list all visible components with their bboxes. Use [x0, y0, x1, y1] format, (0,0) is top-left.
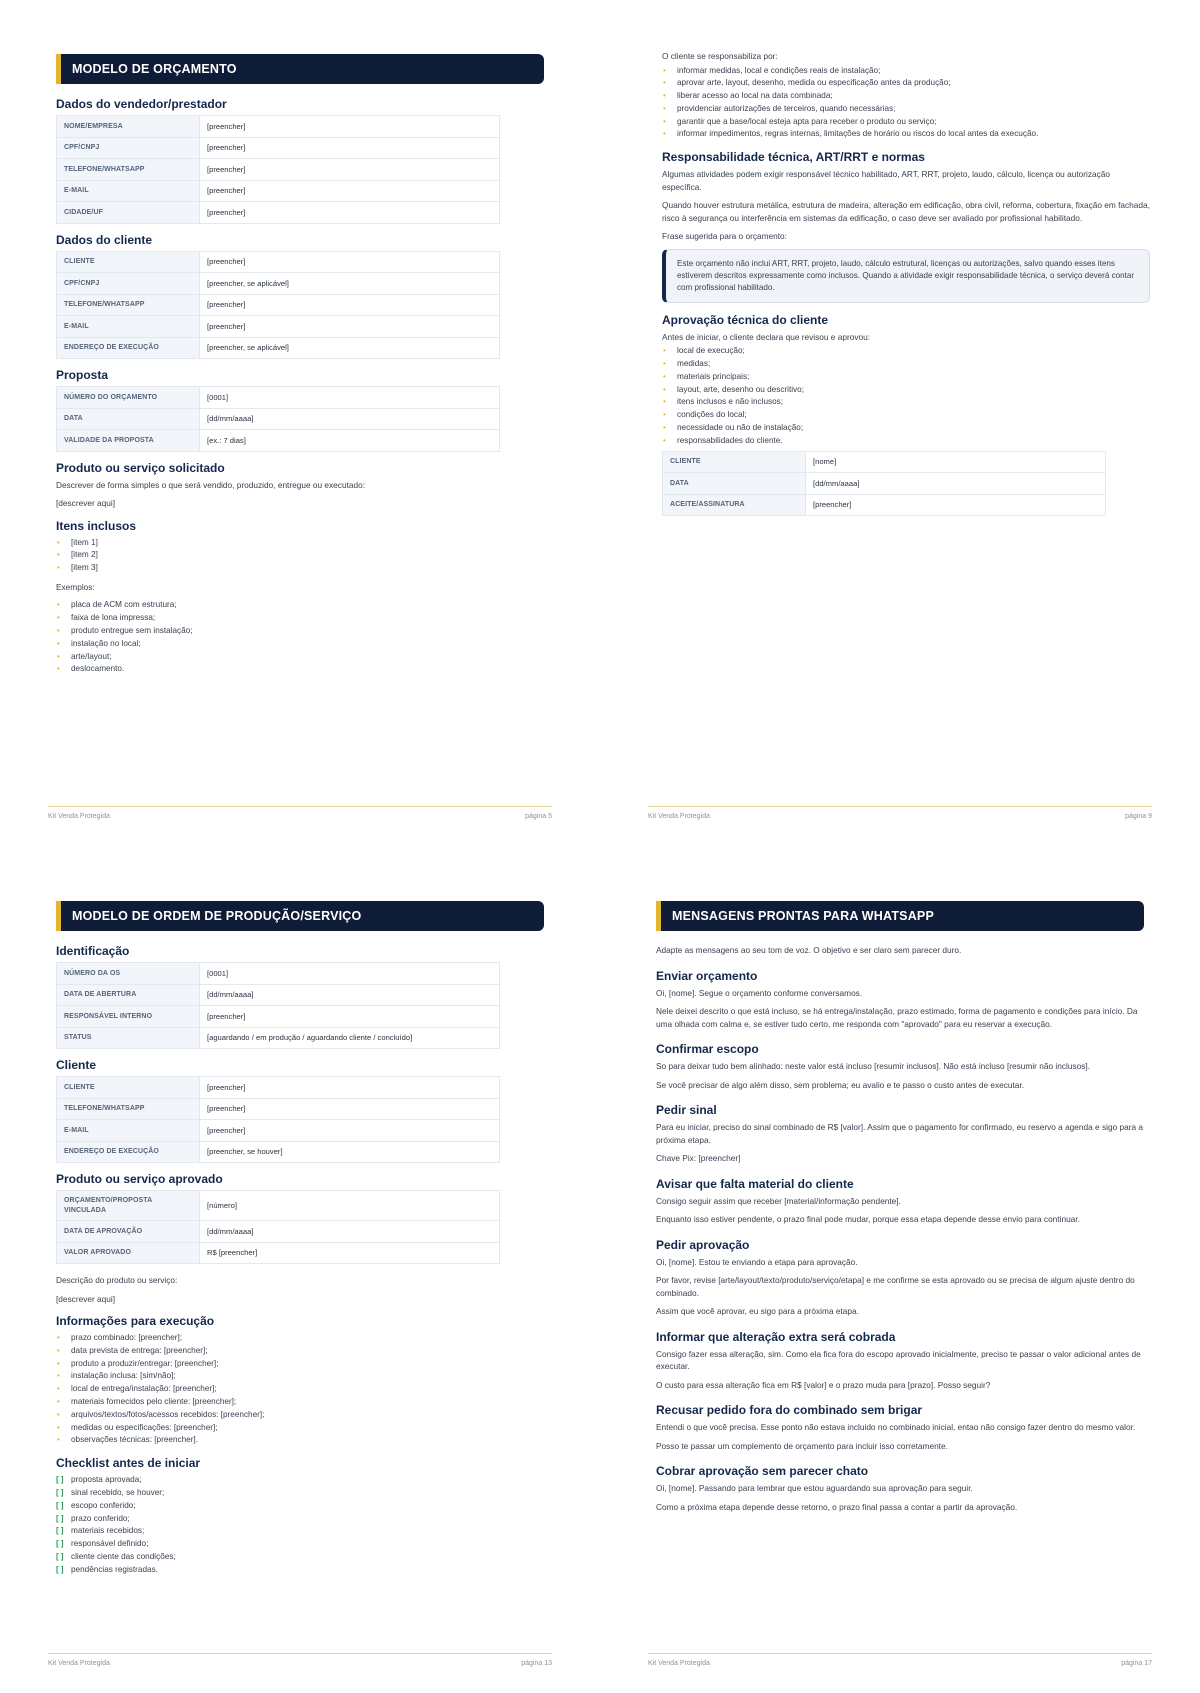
- section-title-tecnica: Responsabilidade técnica, ART/RRT e normas: [662, 150, 925, 165]
- checkbox-icon: [ ]: [56, 1500, 64, 1510]
- footer-label: Kit Venda Protegida: [48, 813, 110, 820]
- proposta-table: [56, 386, 500, 452]
- document-page-13: [0, 847, 600, 1693]
- exemplos-list: [56, 599, 544, 676]
- message-section-title: Enviar orçamento: [656, 968, 758, 983]
- table-row: [57, 116, 500, 138]
- table-row: [57, 337, 500, 359]
- checkbox-icon: [ ]: [56, 1564, 64, 1574]
- field-value: [dd/mm/aaaa]: [200, 408, 500, 430]
- field-value: [0001]: [200, 963, 500, 985]
- identificacao-table: [56, 962, 500, 1049]
- table-row: [57, 408, 500, 430]
- checklist-item-label: cliente ciente das condições;: [71, 1551, 176, 1561]
- section-title-itens: Itens inclusos: [56, 518, 137, 533]
- section-title-execucao: Informações para execução: [56, 1314, 215, 1328]
- produto-placeholder: [descrever aqui]: [56, 498, 116, 508]
- field-value: [dd/mm/aaaa]: [806, 473, 1106, 495]
- list-item: • materiais fornecidos pelo cliente: [preencher];: [56, 1396, 544, 1409]
- checklist-item: [56, 1500, 544, 1513]
- message-paragraph: Por favor, revise [arte/layout/texto/produto/serviço/etapa] e me confirme se esta aprovado ou se precisa de algum ajuste dentro do combinado.: [656, 1275, 1135, 1298]
- responsabilidades-list: [662, 65, 1150, 142]
- descricao-placeholder: [descrever aqui]: [56, 1293, 116, 1304]
- page-content: [656, 901, 1144, 1519]
- table-row: [57, 387, 500, 409]
- checklist-item: [56, 1525, 544, 1538]
- field-label: VALIDADE DA PROPOSTA: [57, 430, 200, 452]
- list-item: • deslocamento.: [56, 663, 544, 676]
- table-row: [57, 1120, 500, 1142]
- table-row: [57, 180, 500, 202]
- message-paragraph: Assim que você aprovar, eu sigo para a próxima etapa.: [656, 1306, 859, 1316]
- list-item: • instalação no local;: [56, 638, 544, 651]
- list-item: • produto a produzir/entregar: [preencher];: [56, 1358, 544, 1371]
- aprovacao-list: [662, 345, 1150, 447]
- list-item: • faixa de lona impressa;: [56, 612, 544, 625]
- page-content: [56, 54, 544, 682]
- table-row: [57, 984, 500, 1006]
- section-title-proposta: Proposta: [56, 368, 109, 382]
- suggested-phrase-callout: [662, 249, 1150, 303]
- field-label: NÚMERO DO ORÇAMENTO: [57, 387, 200, 409]
- field-value: [preencher]: [200, 116, 500, 138]
- field-label: TELEFONE/WHATSAPP: [57, 294, 200, 316]
- section-title-checklist: Checklist antes de iniciar: [56, 1456, 201, 1471]
- list-item: • placa de ACM com estrutura;: [56, 599, 544, 612]
- section-title-identificacao: Identificação: [56, 944, 130, 958]
- section-title-cliente: Cliente: [56, 1058, 97, 1072]
- field-label: NOME/EMPRESA: [57, 116, 200, 138]
- field-label: DATA: [57, 408, 200, 430]
- footer-label: Kit Venda Protegida: [648, 1660, 710, 1667]
- table-row: [57, 963, 500, 985]
- field-value: [preencher]: [200, 159, 500, 181]
- checklist-item-label: responsável definido;: [71, 1539, 149, 1549]
- checkbox-icon: [ ]: [56, 1487, 64, 1497]
- section-banner: MODELO DE ORÇAMENTO: [56, 54, 544, 84]
- message-section-title: Pedir sinal: [656, 1103, 717, 1117]
- exemplos-label: Exemplos:: [56, 581, 95, 592]
- list-item: • [item 3]: [56, 562, 544, 575]
- page-number: página 9: [1125, 813, 1152, 820]
- table-row: [57, 273, 500, 295]
- table-row: [57, 1006, 500, 1028]
- list-item: • materiais principais;: [662, 371, 1150, 384]
- field-value: [preencher, se houver]: [200, 1141, 500, 1163]
- field-value: [preencher, se aplicável]: [200, 337, 500, 359]
- field-label: CLIENTE: [663, 451, 806, 473]
- message-paragraph: Como a próxima etapa depende desse retorno, o prazo final passa a contar a partir da aprovação.: [656, 1501, 1018, 1512]
- section-banner: MODELO DE ORDEM DE PRODUÇÃO/SERVIÇO: [56, 901, 544, 931]
- list-item: • prazo combinado: [preencher];: [56, 1332, 544, 1345]
- field-value: [preencher]: [806, 494, 1106, 516]
- page-footer: [648, 806, 1152, 820]
- field-label: ENDEREÇO DE EXECUÇÃO: [57, 1141, 200, 1163]
- field-value: [preencher]: [200, 251, 500, 273]
- message-paragraph: Se você precisar de algo além disso, sem problema; eu avalio e te passo o custo antes de executar.: [656, 1079, 1025, 1090]
- checkbox-icon: [ ]: [56, 1539, 64, 1549]
- field-value: [0001]: [200, 387, 500, 409]
- table-row: [57, 1191, 500, 1221]
- field-label: DATA: [663, 473, 806, 495]
- message-sections: [656, 969, 1144, 1514]
- field-label: RESPONSÁVEL INTERNO: [57, 1006, 200, 1028]
- list-item: • itens inclusos e não inclusos;: [662, 396, 1150, 409]
- field-label: VALOR APROVADO: [57, 1242, 200, 1264]
- message-paragraph: O custo para essa alteração fica em R$ [valor] e o prazo muda para [prazo]. Posso seguir?: [656, 1379, 991, 1390]
- field-label: E-MAIL: [57, 316, 200, 338]
- checkbox-icon: [ ]: [56, 1551, 64, 1561]
- list-item: • [item 2]: [56, 549, 544, 562]
- section-title-cliente: Dados do cliente: [56, 232, 153, 247]
- message-paragraph: Para eu iniciar, preciso do sinal combinado de R$ [valor]. Assim que o pagamento for confirmado, eu reservo a agenda e sigo para a próxima etapa.: [656, 1122, 1144, 1145]
- itens-list: [56, 537, 544, 575]
- page-footer: [648, 1653, 1152, 1667]
- table-row: [57, 1077, 500, 1099]
- field-value: [preencher]: [200, 1098, 500, 1120]
- field-label: ENDEREÇO DE EXECUÇÃO: [57, 337, 200, 359]
- section-title-aprovacao: Aprovação técnica do cliente: [662, 312, 829, 327]
- descricao-label: Descrição do produto ou serviço:: [56, 1275, 178, 1285]
- execucao-list: [56, 1332, 544, 1447]
- list-item: • informar impedimentos, regras internas, limitações de horário ou riscos do local antes da execução.: [662, 128, 1150, 141]
- field-value: [preencher, se aplicável]: [200, 273, 500, 295]
- message-section-title: Cobrar aprovação sem parecer chato: [656, 1464, 869, 1478]
- page-footer: [48, 1653, 552, 1667]
- field-value: [preencher]: [200, 180, 500, 202]
- list-item: • layout, arte, desenho ou descritivo;: [662, 384, 1150, 397]
- aprovacao-intro: Antes de iniciar, o cliente declara que revisou e aprovou:: [662, 331, 871, 342]
- list-item: • arquivos/textos/fotos/acessos recebidos: [preencher];: [56, 1409, 544, 1422]
- field-value: [preencher]: [200, 1006, 500, 1028]
- table-row: [57, 1027, 500, 1049]
- page-number: página 5: [525, 813, 552, 820]
- field-label: TELEFONE/WHATSAPP: [57, 159, 200, 181]
- message-paragraph: Oi, [nome]. Passando para lembrar que estou aguardando sua aprovação para seguir.: [656, 1483, 973, 1493]
- field-label: CLIENTE: [57, 1077, 200, 1099]
- page-content: [662, 50, 1150, 520]
- footer-label: Kit Venda Protegida: [648, 813, 710, 820]
- message-section-title: Confirmar escopo: [656, 1042, 759, 1056]
- message-paragraph: Oi, [nome]. Segue o orçamento conforme conversamos.: [656, 987, 863, 998]
- responsabilidades-intro: O cliente se responsabiliza por:: [662, 51, 778, 61]
- checkbox-icon: [ ]: [56, 1475, 64, 1485]
- list-item: • observações técnicas: [preencher].: [56, 1434, 544, 1447]
- document-page-17: [600, 847, 1200, 1693]
- document-page-9: [600, 0, 1200, 846]
- checklist-item: [56, 1513, 544, 1526]
- message-paragraph: Nele deixei descrito o que está incluso, se há entrega/instalação, prazo estimado, forma de pagamento e condições para início. Da uma olhada com calma e, se estiver tudo certo, me responda com "aprovado" para eu reservar a execução.: [656, 1006, 1138, 1029]
- field-label: CIDADE/UF: [57, 202, 200, 224]
- list-item: • providenciar autorizações de terceiros, quando necessárias;: [662, 103, 1150, 116]
- page-number: página 13: [521, 1660, 552, 1667]
- field-value: [dd/mm/aaaa]: [200, 984, 500, 1006]
- table-row: [57, 1221, 500, 1243]
- mensagens-intro: Adapte as mensagens ao seu tom de voz. O objetivo e ser claro sem parecer duro.: [656, 945, 962, 955]
- list-item: • local de execução;: [662, 345, 1150, 358]
- list-item: • arte/layout;: [56, 651, 544, 664]
- message-section-title: Informar que alteração extra será cobrada: [656, 1329, 896, 1344]
- field-label: DATA DE ABERTURA: [57, 984, 200, 1006]
- cliente-table: [56, 251, 500, 360]
- list-item: • aprovar arte, layout, desenho, medida ou especificação antes da produção;: [662, 77, 1150, 90]
- checklist-item-label: escopo conferido;: [71, 1500, 136, 1510]
- checklist-item-label: proposta aprovada;: [71, 1475, 142, 1485]
- checklist-item: [56, 1474, 544, 1487]
- page-content: [56, 901, 544, 1583]
- table-row: [57, 159, 500, 181]
- checkbox-icon: [ ]: [56, 1526, 64, 1536]
- field-label: CLIENTE: [57, 251, 200, 273]
- page-number: página 17: [1121, 1660, 1152, 1667]
- field-label: E-MAIL: [57, 180, 200, 202]
- field-value: [preencher]: [200, 316, 500, 338]
- field-label: ORÇAMENTO/PROPOSTA VINCULADA: [57, 1191, 200, 1221]
- list-item: • liberar acesso ao local na data combinada;: [662, 90, 1150, 103]
- message-paragraph: Consigo seguir assim que receber [material/informação pendente].: [656, 1195, 901, 1206]
- checklist-item-label: materiais recebidos;: [71, 1526, 145, 1536]
- table-row: [57, 430, 500, 452]
- field-value: [aguardando / em produção / aguardando cliente / concluído]: [200, 1027, 500, 1049]
- footer-label: Kit Venda Protegida: [48, 1660, 110, 1667]
- message-paragraph: Enquanto isso estiver pendente, o prazo final pode mudar, porque essa etapa depende desse envio para continuar.: [656, 1214, 1080, 1224]
- table-row: [57, 1098, 500, 1120]
- field-value: [preencher]: [200, 137, 500, 159]
- field-value: [preencher]: [200, 1120, 500, 1142]
- message-paragraph: Oi, [nome]. Estou te enviando a etapa para aprovação.: [656, 1256, 858, 1267]
- message-section-title: Recusar pedido fora do combinado sem brigar: [656, 1403, 923, 1417]
- section-title-vendedor: Dados do vendedor/prestador: [56, 97, 227, 111]
- list-item: • garantir que a base/local esteja apta para receber o produto ou serviço;: [662, 116, 1150, 129]
- checklist-item-label: sinal recebido, se houver;: [71, 1487, 165, 1497]
- checklist-item: [56, 1487, 544, 1500]
- tecnica-paragraph-1: Algumas atividades podem exigir responsável técnico habilitado, ART, RRT, projeto, laudo, cálculo, licença ou autorização específica.: [662, 169, 1110, 192]
- section-banner: MENSAGENS PRONTAS PARA WHATSAPP: [656, 901, 1144, 931]
- field-label: CPF/CNPJ: [57, 273, 200, 295]
- list-item: • informar medidas, local e condições reais de instalação;: [662, 65, 1150, 78]
- table-row: [57, 251, 500, 273]
- callout-text: Este orçamento não inclui ART, RRT, projeto, laudo, cálculo estrutural, licenças ou autorizações, salvo quando esses itens estiverem descritos expressamente como inclusos. Quando a atividade exigir responsabilidade técnica, o serviço deverá contar com profissional habilitado.: [677, 258, 1135, 292]
- document-page-5: [0, 0, 600, 846]
- table-row: [57, 316, 500, 338]
- list-item: • instalação inclusa: [sim/não];: [56, 1370, 544, 1383]
- field-label: DATA DE APROVAÇÃO: [57, 1221, 200, 1243]
- list-item: • local de entrega/instalação: [preencher];: [56, 1383, 544, 1396]
- table-row: [57, 1242, 500, 1264]
- checklist-item: [56, 1551, 544, 1564]
- aprovacao-table: [662, 451, 1106, 517]
- message-section-title: Avisar que falta material do cliente: [656, 1176, 854, 1191]
- checklist-item-label: pendências registradas.: [71, 1564, 158, 1574]
- tecnica-paragraph-2: Quando houver estrutura metálica, estrutura de madeira, alteração em edificação, obra civil, reforma, cobertura, fixação em fachada, risco à segurança ou interferência em sistemas da edificação, o caso deve ser avaliado por profissional habilitado.: [662, 200, 1150, 223]
- vendedor-table: [56, 115, 500, 224]
- list-item: • produto entregue sem instalação;: [56, 625, 544, 638]
- field-label: TELEFONE/WHATSAPP: [57, 1098, 200, 1120]
- list-item: • necessidade ou não de instalação;: [662, 422, 1150, 435]
- field-value: [nome]: [806, 451, 1106, 473]
- message-paragraph: So para deixar tudo bem alinhado: neste valor está incluso [resumir inclusos]. Não está incluso [resumir não inclusos].: [656, 1061, 1090, 1071]
- checklist-item: [56, 1538, 544, 1551]
- table-row: [57, 294, 500, 316]
- table-row: [663, 494, 1106, 516]
- list-item: • data prevista de entrega: [preencher];: [56, 1345, 544, 1358]
- message-paragraph: Chave Pix: [preencher]: [656, 1153, 741, 1163]
- field-value: [preencher]: [200, 294, 500, 316]
- aprovado-table: [56, 1190, 500, 1264]
- table-row: [57, 1141, 500, 1163]
- table-row: [663, 451, 1106, 473]
- cliente-table: [56, 1076, 500, 1163]
- table-row: [663, 473, 1106, 495]
- list-item: • medidas ou especificações: [preencher];: [56, 1422, 544, 1435]
- section-title-produto: Produto ou serviço solicitado: [56, 460, 225, 475]
- section-title-aprovado: Produto ou serviço aprovado: [56, 1172, 223, 1186]
- checklist-item: [56, 1564, 544, 1577]
- field-value: R$ [preencher]: [200, 1242, 500, 1264]
- field-label: STATUS: [57, 1027, 200, 1049]
- checklist: [56, 1474, 544, 1576]
- field-value: [dd/mm/aaaa]: [200, 1221, 500, 1243]
- list-item: • responsabilidades do cliente.: [662, 435, 1150, 448]
- list-item: • [item 1]: [56, 537, 544, 550]
- checkbox-icon: [ ]: [56, 1513, 64, 1523]
- produto-description: Descrever de forma simples o que será vendido, produzido, entregue ou executado:: [56, 479, 366, 490]
- page-footer: [48, 806, 552, 820]
- field-label: E-MAIL: [57, 1120, 200, 1142]
- message-paragraph: Entendi o que você precisa. Esse ponto não estava incluido no combinado inicial, entao não consigo fazer dentro do mesmo valor.: [656, 1422, 1136, 1432]
- field-label: ACEITE/ASSINATURA: [663, 494, 806, 516]
- message-section-title: Pedir aprovação: [656, 1237, 750, 1252]
- checklist-item-label: prazo conferido;: [71, 1513, 130, 1523]
- field-value: [ex.: 7 dias]: [200, 430, 500, 452]
- table-row: [57, 137, 500, 159]
- message-paragraph: Consigo fazer essa alteração, sim. Como ela fica fora do escopo aprovado inicialmente, preciso te passar o valor adicional antes de executar.: [656, 1348, 1141, 1371]
- frase-label: Frase sugerida para o orçamento:: [662, 231, 787, 242]
- list-item: • condições do local;: [662, 409, 1150, 422]
- list-item: • medidas;: [662, 358, 1150, 371]
- field-value: [número]: [200, 1191, 500, 1221]
- table-row: [57, 202, 500, 224]
- field-value: [preencher]: [200, 202, 500, 224]
- field-label: CPF/CNPJ: [57, 137, 200, 159]
- field-label: NÚMERO DA OS: [57, 963, 200, 985]
- message-paragraph: Posso te passar um complemento de orçamento para incluir isso corretamente.: [656, 1440, 948, 1451]
- field-value: [preencher]: [200, 1077, 500, 1099]
